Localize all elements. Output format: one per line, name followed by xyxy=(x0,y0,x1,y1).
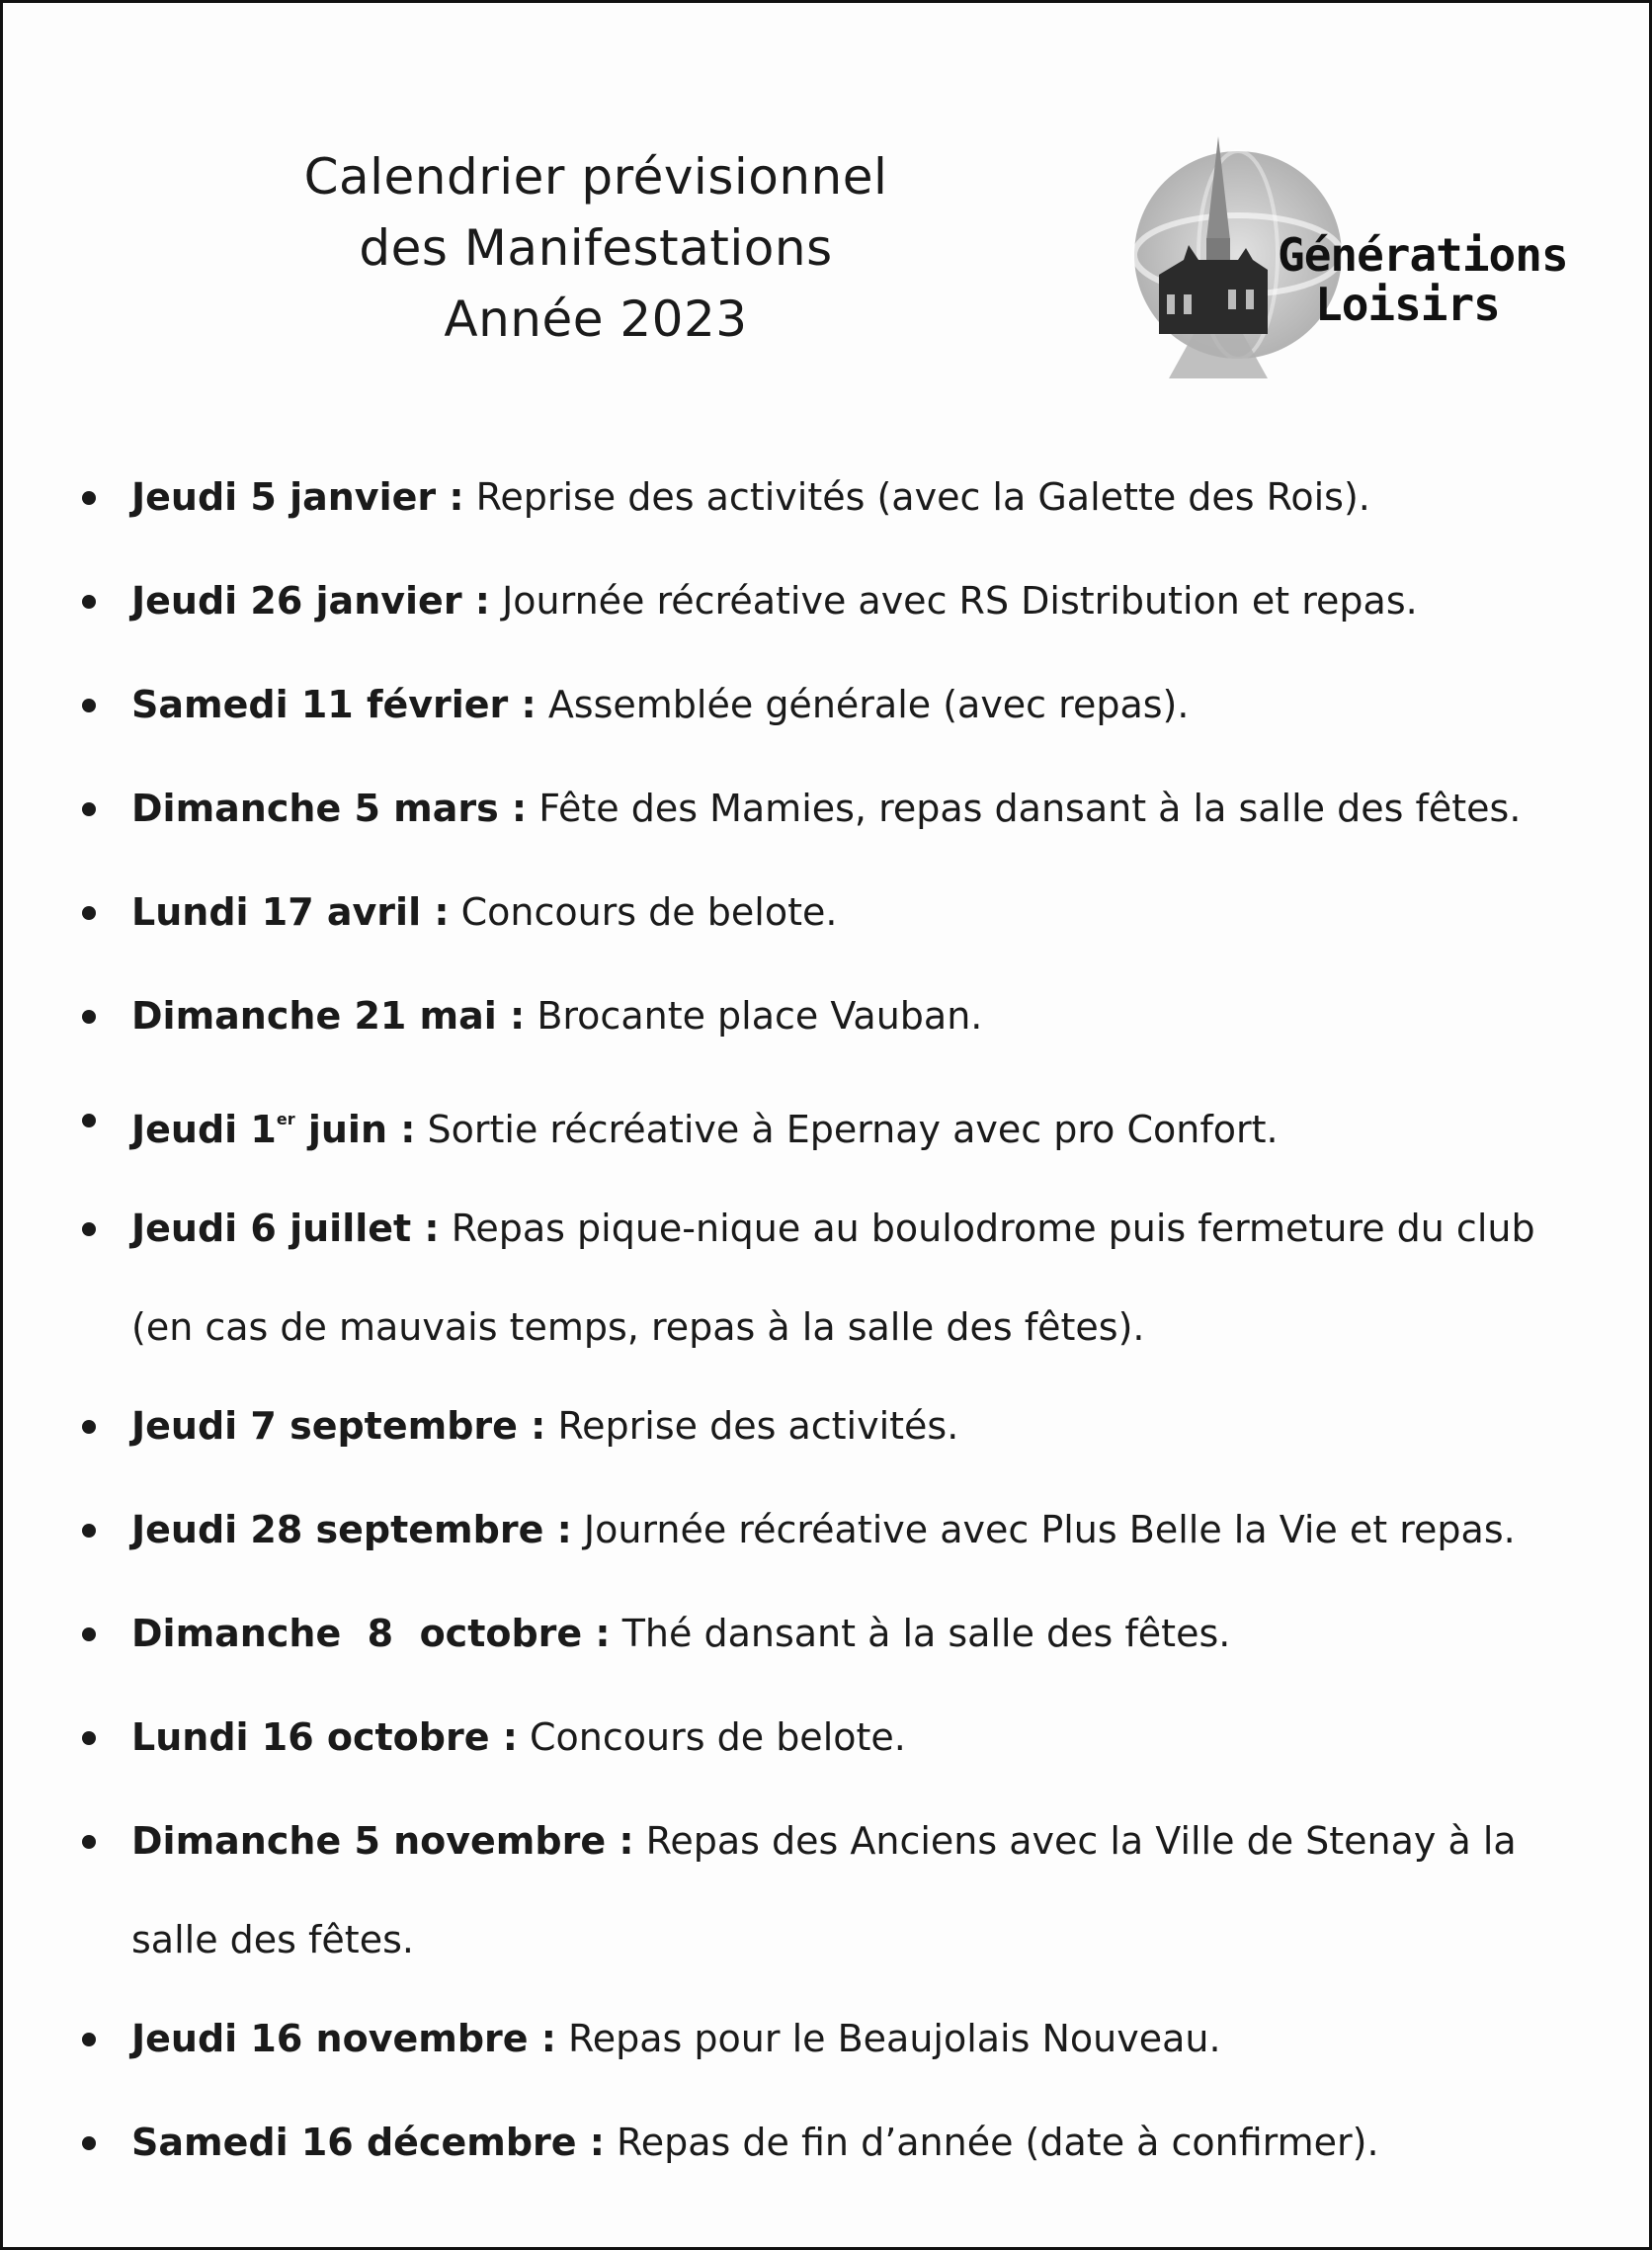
title-line-3: Année 2023 xyxy=(444,291,748,348)
bullet-icon xyxy=(82,802,96,816)
event-description: Concours de belote. xyxy=(517,1715,906,1759)
event-date: Jeudi 6 juillet : xyxy=(131,1207,440,1250)
event-item xyxy=(82,1989,1584,2093)
title-line-2: des Manifestations xyxy=(359,219,833,277)
event-description: Repas pique-nique au boulodrome puis fermeture du club (en cas de mauvais temps, repas à la salle des fêtes). xyxy=(131,1207,1535,1349)
generations-loisirs-logo xyxy=(1129,131,1568,388)
event-item xyxy=(82,1480,1584,1584)
bullet-icon xyxy=(82,1835,96,1849)
event-date-month: juin : xyxy=(294,1108,416,1151)
event-date-day: Jeudi 1 xyxy=(131,1108,277,1151)
bullet-icon xyxy=(82,1420,96,1434)
bullet-icon xyxy=(82,2136,96,2150)
event-date: Lundi 17 avril : xyxy=(131,890,450,934)
event-date: Jeudi 7 septembre : xyxy=(131,1404,546,1448)
event-description: Assemblée générale (avec repas). xyxy=(536,683,1190,726)
event-item xyxy=(82,2093,1584,2197)
event-date: Jeudi 28 septembre : xyxy=(131,1508,572,1551)
bullet-icon xyxy=(82,491,96,505)
event-item xyxy=(82,966,1584,1070)
event-description: Repas de fin d’année (date à confirmer). xyxy=(604,2121,1379,2164)
bullet-icon xyxy=(82,1114,96,1127)
bullet-icon xyxy=(82,2033,96,2046)
event-date: Dimanche 21 mai : xyxy=(131,994,526,1038)
bullet-icon xyxy=(82,1524,96,1538)
bullet-icon xyxy=(82,1731,96,1745)
event-description: Journée récréative avec RS Distribution et repas. xyxy=(490,579,1418,623)
event-date: Samedi 11 février : xyxy=(131,683,537,726)
events-list xyxy=(82,448,1584,2197)
event-item xyxy=(82,655,1584,759)
event-description: Repas des Anciens avec la Ville de Stenay à la salle des fêtes. xyxy=(131,1819,1517,1961)
event-description: Brocante place Vauban. xyxy=(525,994,983,1038)
event-date: Samedi 16 décembre : xyxy=(131,2121,605,2164)
event-description: Sortie récréative à Epernay avec pro Confort. xyxy=(415,1108,1279,1151)
event-item xyxy=(82,759,1584,863)
event-date-ordinal: er xyxy=(276,1110,295,1128)
event-date: Jeudi 16 novembre : xyxy=(131,2017,556,2060)
event-description: Reprise des activités (avec la Galette des Rois). xyxy=(463,475,1370,519)
event-description: Repas pour le Beaujolais Nouveau. xyxy=(555,2017,1221,2060)
event-item xyxy=(82,1792,1584,1989)
bullet-icon xyxy=(82,1010,96,1024)
event-description: Reprise des activités. xyxy=(545,1404,959,1448)
event-date: Dimanche 5 mars : xyxy=(131,787,528,830)
event-item xyxy=(82,1584,1584,1688)
event-date: Jeudi 26 janvier : xyxy=(131,579,490,623)
event-item xyxy=(82,448,1584,551)
bullet-icon xyxy=(82,1627,96,1641)
event-item xyxy=(82,551,1584,655)
bullet-icon xyxy=(82,699,96,712)
event-date xyxy=(131,1108,415,1151)
event-date: Dimanche 5 novembre : xyxy=(131,1819,634,1863)
event-date: Jeudi 5 janvier : xyxy=(131,475,464,519)
event-date: Dimanche 8 octobre : xyxy=(131,1612,611,1655)
event-description: Concours de belote. xyxy=(449,890,838,934)
event-description: Fête des Mamies, repas dansant à la salle des fêtes. xyxy=(527,787,1522,830)
event-date: Lundi 16 octobre : xyxy=(131,1715,518,1759)
event-item xyxy=(82,1688,1584,1792)
logo-text-line-1: Générations xyxy=(1278,228,1568,282)
event-item xyxy=(82,1179,1584,1376)
event-description: Journée récréative avec Plus Belle la Vie et repas. xyxy=(571,1508,1516,1551)
bullet-icon xyxy=(82,906,96,920)
event-description: Thé dansant à la salle des fêtes. xyxy=(610,1612,1231,1655)
event-item xyxy=(82,863,1584,966)
page-title xyxy=(201,141,991,355)
bullet-icon xyxy=(82,595,96,609)
event-item xyxy=(82,1376,1584,1480)
logo-text-line-2: Loisirs xyxy=(1315,278,1500,331)
bullet-icon xyxy=(82,1222,96,1236)
title-line-1: Calendrier prévisionnel xyxy=(303,148,888,206)
event-item xyxy=(82,1070,1584,1179)
